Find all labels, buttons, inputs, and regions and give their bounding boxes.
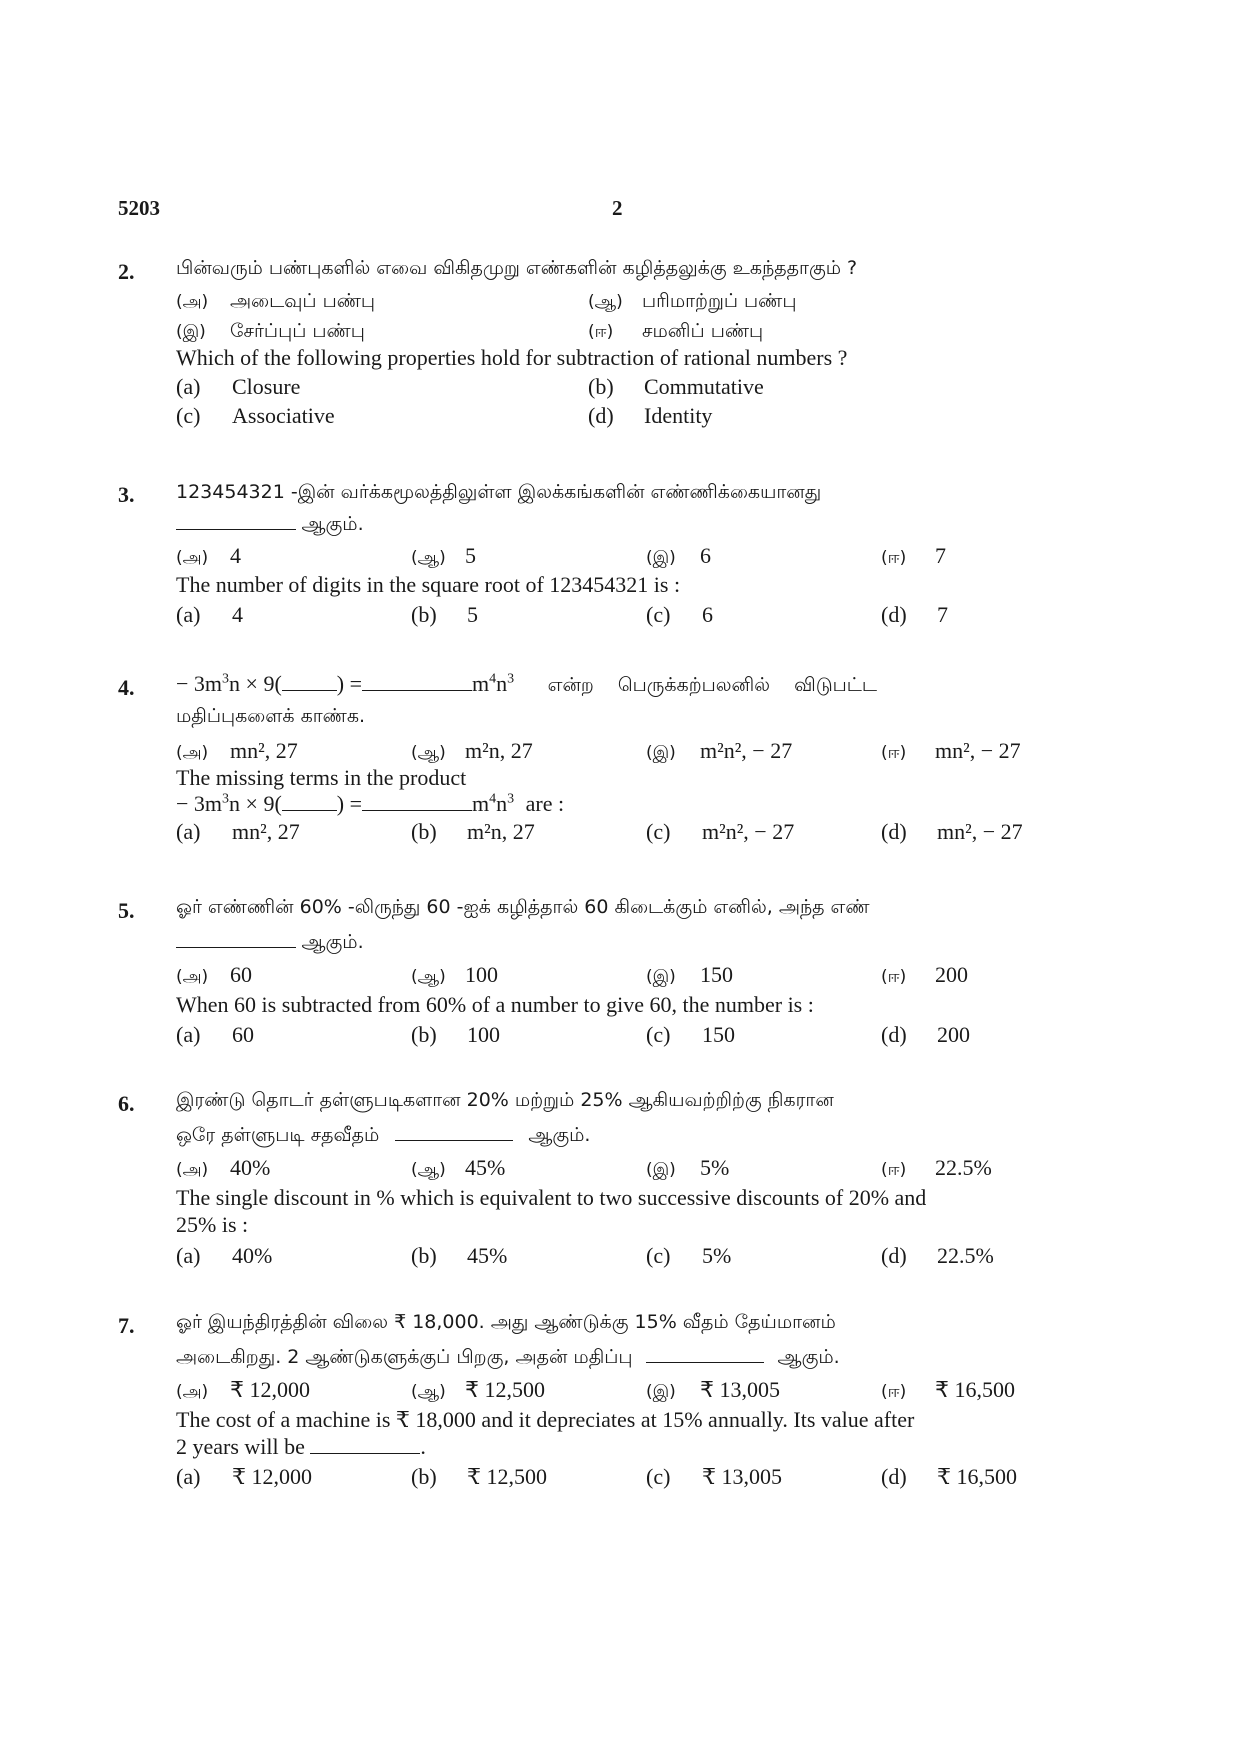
expr-sup: 3	[222, 671, 230, 687]
option-label: (b)	[411, 1243, 437, 1268]
option-label: (b)	[411, 1464, 437, 1489]
option-label: (இ)	[646, 743, 676, 763]
question-text-line: ஆகும்.	[301, 931, 364, 953]
product-expression	[176, 791, 514, 816]
option-c[interactable]	[176, 401, 335, 431]
option-label: (d)	[881, 1022, 907, 1047]
option-label: (c)	[646, 1464, 671, 1489]
option-label: (அ)	[176, 1160, 209, 1180]
question-text-line: அடைகிறது. 2 ஆண்டுகளுக்குப் பிறகு, அதன் மதிப்பு	[176, 1346, 633, 1368]
option-label: (d)	[881, 1464, 907, 1489]
option-c[interactable]	[646, 817, 794, 847]
option-a[interactable]	[176, 372, 300, 402]
option-a[interactable]	[176, 1020, 254, 1050]
option-a-tamil[interactable]	[176, 1153, 270, 1185]
option-a-tamil[interactable]	[176, 285, 375, 317]
option-text: ₹ 13,005	[702, 1464, 782, 1489]
question-text-english: The cost of a machine is ₹ 18,000 and it depreciates at 15% annually. Its value after	[176, 1407, 915, 1432]
option-text: சமனிப் பண்பு	[642, 320, 764, 342]
option-b-tamil[interactable]	[411, 960, 498, 992]
option-text: mn², 27	[232, 819, 300, 844]
option-a[interactable]	[176, 1462, 312, 1492]
option-a[interactable]	[176, 1241, 272, 1271]
option-label: (a)	[176, 1022, 201, 1047]
question-text-english: The missing terms in the product	[176, 765, 467, 790]
option-label: (அ)	[176, 548, 209, 568]
option-label: (b)	[411, 1022, 437, 1047]
option-text: 7	[935, 543, 946, 568]
option-a-tamil[interactable]	[176, 541, 241, 573]
option-d[interactable]	[881, 1020, 970, 1050]
option-label: (இ)	[646, 967, 676, 987]
tamil-options-row	[176, 285, 1078, 315]
option-d[interactable]	[881, 600, 948, 630]
question-text-tamil-cont	[176, 926, 1078, 956]
question-text-english: Which of the following properties hold for subtraction of rational numbers ?	[176, 345, 848, 370]
option-text: 200	[937, 1022, 970, 1047]
question-text-tamil: பின்வரும் பண்புகளில் எவை விகிதமுறு எண்களின் கழித்தலுக்கு உகந்ததாகும் ?	[176, 257, 858, 279]
option-label: (ஈ)	[881, 1160, 907, 1180]
question-number: 3.	[118, 482, 135, 507]
question-text-english: When 60 is subtracted from 60% of a number to give 60, the number is :	[176, 992, 814, 1017]
option-text: 4	[232, 602, 243, 627]
option-label: (c)	[646, 1022, 671, 1047]
option-b-tamil[interactable]	[411, 541, 476, 573]
option-text: பரிமாற்றுப் பண்பு	[642, 290, 797, 312]
option-text: சேர்ப்புப் பண்பு	[230, 320, 365, 342]
option-label: (இ)	[646, 1160, 676, 1180]
option-text: 5%	[700, 1155, 730, 1180]
option-text: Identity	[644, 403, 713, 428]
option-d[interactable]	[881, 1241, 994, 1271]
option-label: (d)	[881, 602, 907, 627]
answer-blank	[176, 509, 296, 530]
option-text: 5%	[702, 1243, 732, 1268]
option-label: (இ)	[646, 1382, 676, 1402]
question-text-english: The single discount in % which is equivalent to two successive discounts of 20% and	[176, 1185, 927, 1210]
question-text-tamil-cont: மதிப்புகளைக் காண்க.	[176, 705, 366, 727]
option-text: ₹ 12,500	[465, 1377, 545, 1402]
option-text: 6	[700, 543, 711, 568]
option-label: (a)	[176, 602, 201, 627]
question-text-line: ஒரே தள்ளுபடி சதவீதம்	[176, 1124, 380, 1146]
question-text-line: என்ற பெருக்கற்பலனில் விடுபட்ட	[547, 674, 878, 696]
expr-part: ) =	[336, 791, 362, 816]
english-options-row	[176, 372, 1078, 402]
option-label: (ஆ)	[411, 743, 446, 763]
answer-blank	[362, 790, 472, 811]
option-label: (ஈ)	[881, 967, 907, 987]
expr-part: ) =	[336, 671, 362, 696]
expr-part: − 3m	[176, 791, 223, 816]
option-label: (ஈ)	[881, 743, 907, 763]
option-text: 45%	[467, 1243, 508, 1268]
expr-part: n × 9(	[229, 791, 282, 816]
english-options-row	[176, 1020, 1078, 1050]
option-text: 45%	[465, 1155, 506, 1180]
option-label: (அ)	[176, 743, 209, 763]
option-a[interactable]	[176, 600, 243, 630]
english-options-row	[176, 600, 1078, 630]
option-d-tamil[interactable]	[881, 1153, 992, 1185]
option-text: m²n, 27	[465, 738, 533, 763]
option-a-tamil[interactable]	[176, 960, 252, 992]
question-text-tamil-cont	[176, 1341, 1078, 1371]
option-b-tamil[interactable]	[411, 1375, 545, 1407]
page-number: 2	[612, 196, 623, 220]
option-label: (c)	[646, 819, 671, 844]
option-label: (இ)	[646, 548, 676, 568]
option-b[interactable]	[411, 1241, 507, 1271]
option-label: (a)	[176, 374, 201, 399]
question-number: 4.	[118, 675, 135, 700]
option-d[interactable]	[881, 1462, 1017, 1492]
expr-part: n	[496, 791, 508, 816]
option-text: Closure	[232, 374, 301, 399]
question-text-tamil	[176, 669, 1078, 699]
question-number: 2.	[118, 259, 135, 284]
tamil-options-row	[176, 1153, 1078, 1183]
option-text: 7	[937, 602, 948, 627]
option-label: (b)	[588, 374, 614, 399]
tamil-options-row	[176, 315, 1078, 345]
option-label: (b)	[411, 819, 437, 844]
option-label: (a)	[176, 1464, 201, 1489]
expr-part: m	[472, 671, 490, 696]
option-text: mn², 27	[230, 738, 298, 763]
option-label: (ஆ)	[411, 1382, 446, 1402]
expr-part: n	[496, 671, 508, 696]
answer-blank	[395, 1120, 513, 1141]
option-d-tamil[interactable]	[881, 960, 968, 992]
question-text-tamil: ஓர் எண்ணின் 60% -லிருந்து 60 -ஐக் கழித்தால் 60 கிடைக்கும் எனில், அந்த எண்	[176, 896, 870, 918]
tamil-options-row	[176, 736, 1078, 766]
question-text-line: are :	[525, 791, 565, 816]
option-text: 100	[465, 962, 498, 987]
option-text: 200	[935, 962, 968, 987]
question-text-line: ஆகும்.	[301, 513, 364, 535]
option-label: (a)	[176, 1243, 201, 1268]
option-b-tamil[interactable]	[588, 285, 796, 317]
option-text: m²n², − 27	[700, 738, 793, 763]
option-c-tamil[interactable]	[646, 1375, 780, 1407]
question-text-tamil	[176, 476, 1078, 506]
option-label: (c)	[176, 403, 201, 428]
option-b[interactable]	[411, 817, 535, 847]
option-a-tamil[interactable]	[176, 1375, 310, 1407]
option-text: 22.5%	[935, 1155, 992, 1180]
question-text-tamil: இரண்டு தொடர் தள்ளுபடிகளான 20% மற்றும் 25% ஆகியவற்றிற்கு நிகரான	[176, 1089, 834, 1111]
answer-blank	[646, 1342, 764, 1363]
option-label: (ஆ)	[588, 292, 623, 312]
option-label: (அ)	[176, 967, 209, 987]
english-options-row	[176, 1462, 1078, 1492]
option-b[interactable]	[411, 600, 478, 630]
tamil-options-row	[176, 960, 1078, 990]
answer-blank	[282, 670, 337, 691]
option-label: (ஆ)	[411, 1160, 446, 1180]
option-text: ₹ 12,000	[230, 1377, 310, 1402]
answer-blank	[362, 670, 472, 691]
option-text: m²n², − 27	[702, 819, 795, 844]
option-d[interactable]	[881, 817, 1023, 847]
option-text: ₹ 16,500	[935, 1377, 1015, 1402]
option-text: Associative	[232, 403, 335, 428]
option-label: (ஈ)	[881, 548, 907, 568]
question-text-line: ஆகும்.	[777, 1346, 840, 1368]
option-text: 40%	[230, 1155, 271, 1180]
question-text-tamil: ஓர் இயந்திரத்தின் விலை ₹ 18,000. அது ஆண்டுக்கு 15% வீதம் தேய்மானம்	[176, 1311, 836, 1333]
option-b-tamil[interactable]	[411, 1153, 505, 1185]
option-text: 4	[230, 543, 241, 568]
option-text: ₹ 12,000	[232, 1464, 312, 1489]
question-text-english: The number of digits in the square root of 123454321 is :	[176, 572, 681, 597]
option-label: (அ)	[176, 1382, 209, 1402]
expr-part: n × 9(	[229, 671, 282, 696]
english-options-row	[176, 817, 1078, 847]
option-text: ₹ 12,500	[467, 1464, 547, 1489]
option-a[interactable]	[176, 817, 300, 847]
option-text: mn², − 27	[935, 738, 1021, 763]
option-b[interactable]	[588, 372, 764, 402]
option-text: ₹ 13,005	[700, 1377, 780, 1402]
option-c-tamil[interactable]	[646, 1153, 729, 1185]
option-c[interactable]	[646, 600, 713, 630]
question-text-tamil-cont	[176, 508, 1078, 538]
tamil-options-row	[176, 541, 1078, 571]
question-number: 7.	[118, 1313, 135, 1338]
tamil-options-row	[176, 1375, 1078, 1405]
option-c-tamil[interactable]	[646, 960, 733, 992]
option-text: m²n, 27	[467, 819, 535, 844]
option-label: (ஈ)	[588, 322, 614, 342]
option-d[interactable]	[588, 401, 712, 431]
answer-blank	[310, 1433, 420, 1454]
option-label: (d)	[881, 819, 907, 844]
answer-blank	[282, 790, 337, 811]
option-text: ₹ 16,500	[937, 1464, 1017, 1489]
question-text-tamil-cont	[176, 1119, 1078, 1149]
english-options-row	[176, 401, 1078, 431]
expr-sup: 3	[507, 671, 515, 687]
option-text: 100	[467, 1022, 500, 1047]
option-text: 150	[702, 1022, 735, 1047]
option-label: (c)	[646, 602, 671, 627]
option-label: (ஆ)	[411, 548, 446, 568]
option-text: 6	[702, 602, 713, 627]
question-text-line: ஆகும்.	[528, 1124, 591, 1146]
question-text-line: 123454321 -இன் வர்க்கமூலத்திலுள்ள இலக்கங்களின் எண்ணிக்கையானது	[176, 481, 822, 503]
option-text: அடைவுப் பண்பு	[230, 290, 376, 312]
question-number: 5.	[118, 898, 135, 923]
option-text: 60	[230, 962, 252, 987]
option-label: (d)	[881, 1243, 907, 1268]
option-label: (b)	[411, 602, 437, 627]
option-c-tamil[interactable]	[646, 541, 711, 573]
option-d-tamil[interactable]	[881, 1375, 1015, 1407]
product-expression	[176, 671, 514, 696]
option-b[interactable]	[411, 1462, 547, 1492]
option-label: (ஈ)	[881, 1382, 907, 1402]
option-text: 22.5%	[937, 1243, 994, 1268]
expr-part: − 3m	[176, 671, 223, 696]
option-text: Commutative	[644, 374, 764, 399]
option-label: (c)	[646, 1243, 671, 1268]
option-label: (ஆ)	[411, 967, 446, 987]
question-text-line: .	[420, 1434, 426, 1459]
expr-part: m	[472, 791, 490, 816]
english-options-row	[176, 1241, 1078, 1271]
option-text: 150	[700, 962, 733, 987]
question-text-english-cont	[176, 789, 1078, 819]
option-label: (d)	[588, 403, 614, 428]
expr-sup: 3	[222, 791, 230, 807]
option-text: 40%	[232, 1243, 273, 1268]
option-label: (a)	[176, 819, 201, 844]
option-text: 5	[465, 543, 476, 568]
option-c[interactable]	[646, 1462, 782, 1492]
option-text: 60	[232, 1022, 254, 1047]
question-text-line: 2 years will be	[176, 1434, 305, 1459]
question-number: 6.	[118, 1091, 135, 1116]
option-c[interactable]	[646, 1020, 735, 1050]
question-text-english-cont: 25% is :	[176, 1212, 249, 1237]
expr-sup: 3	[507, 791, 515, 807]
option-text: mn², − 27	[937, 819, 1023, 844]
option-b[interactable]	[411, 1020, 500, 1050]
option-label: (இ)	[176, 322, 206, 342]
expr-sup: 4	[489, 671, 497, 687]
expr-sup: 4	[489, 791, 497, 807]
question-text-english-cont	[176, 1432, 1078, 1462]
option-text: 5	[467, 602, 478, 627]
option-c[interactable]	[646, 1241, 731, 1271]
page-code: 5203	[118, 196, 160, 220]
option-label: (அ)	[176, 292, 209, 312]
option-d-tamil[interactable]	[881, 541, 946, 573]
answer-blank	[176, 927, 296, 948]
